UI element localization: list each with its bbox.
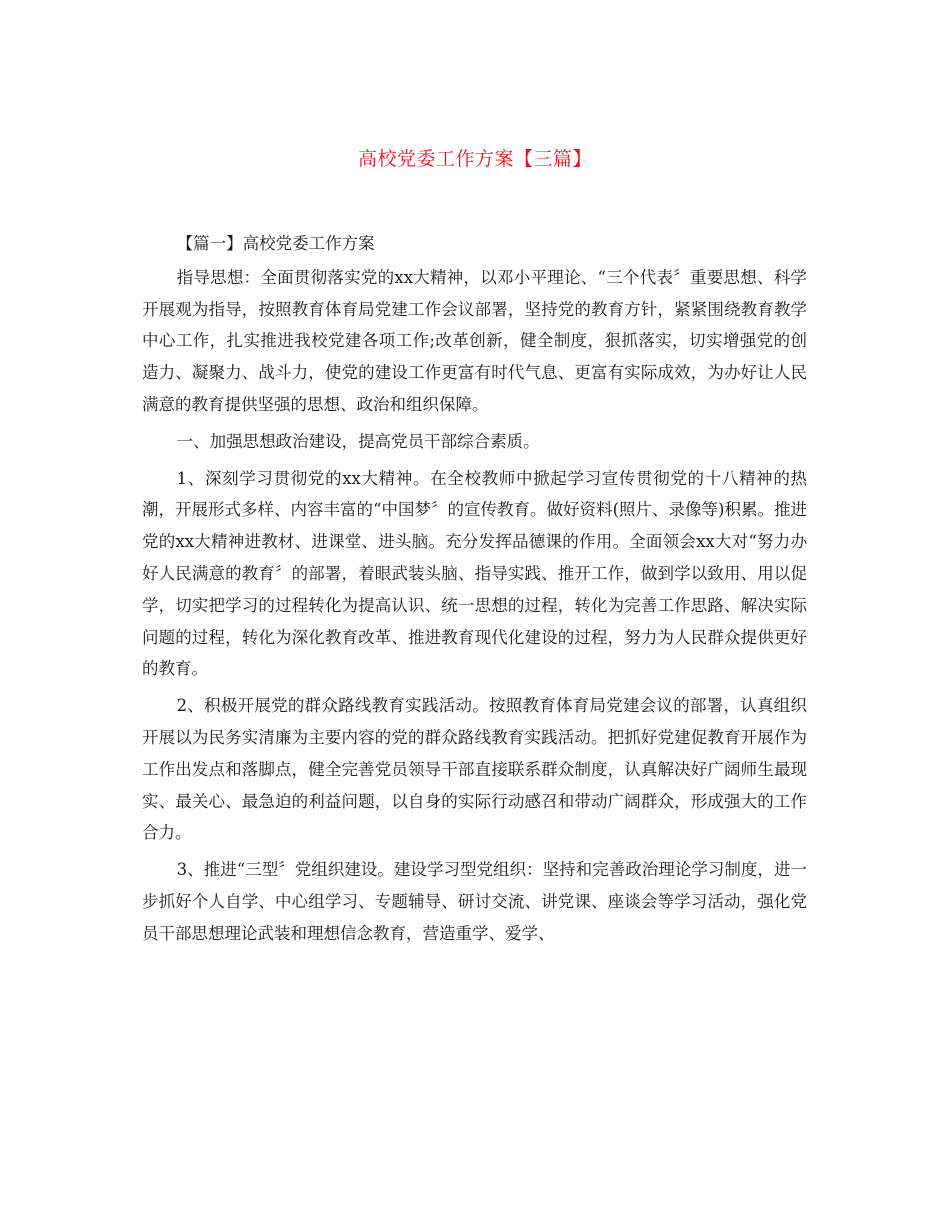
paragraph-item-1: 1、深刻学习贯彻党的xx大精神。在全校教师中掀起学习宣传贯彻党的十八精神的热潮，开展形式多样、内容丰富的“中国梦〞的宣传教育。做好资料(照片、录像等)积累。推进党的xx大精神进教材、进课堂、进头脑。充分发挥品德课的作用。全面领会xx大对“努力办好人民满意的教育〞的部署，着眼武装头脑、指导实践、推开工作，做到学以致用、用以促学，切实把学习的过程转化为提高认识、统一思想的过程，转化为完善工作思路、解决实际问题的过程，转化为深化教育改革、推进教育现代化建设的过程，努力为人民群众提供更好的教育。 bbox=[142, 468, 807, 679]
section-heading: 【篇一】高校党委工作方案 bbox=[176, 234, 375, 253]
paragraph-item-2: 2、积极开展党的群众路线教育实践活动。按照教育体育局党建会议的部署，认真组织开展以为民务实清廉为主要内容的党的群众路线教育实践活动。把抓好党建促教育开展作为工作出发点和落脚点，健全完善党员领导干部直接联系群众制度，认真解决好广阔师生最现实、最关心、最急迫的利益问题，以自身的实际行动感召和带动广阔群众，形成强大的工作合力。 bbox=[142, 696, 807, 843]
document-title: 高校党委工作方案【三篇】 bbox=[357, 148, 592, 170]
paragraph-guiding-ideology: 指导思想：全面贯彻落实党的xx大精神，以邓小平理论、“三个代表〞重要思想、科学开展观为指导，按照教育体育局党建工作会议部署，坚持党的教育方针，紧紧围绕教育教学中心工作，扎实推进我校党建各项工作;改革创新，健全制度，狠抓落实，切实增强党的创造力、凝聚力、战斗力，使党的建设工作更富有时代气息、更富有实际成效，为办好让人民满意的教育提供坚强的思想、政治和组织保障。 bbox=[142, 267, 807, 414]
paragraph-section-one: 一、加强思想政治建设，提高党员干部综合素质。 bbox=[176, 431, 540, 451]
paragraph-item-3: 3、推进“三型〞党组织建设。建设学习型党组织：坚持和完善政治理论学习制度，进一步抓好个人自学、中心组学习、专题辅导、研讨交流、讲党课、座谈会等学习活动，强化党员干部思想理论武装和理想信念教育，营造重学、爱学、 bbox=[142, 860, 807, 943]
document-body bbox=[142, 228, 807, 955]
